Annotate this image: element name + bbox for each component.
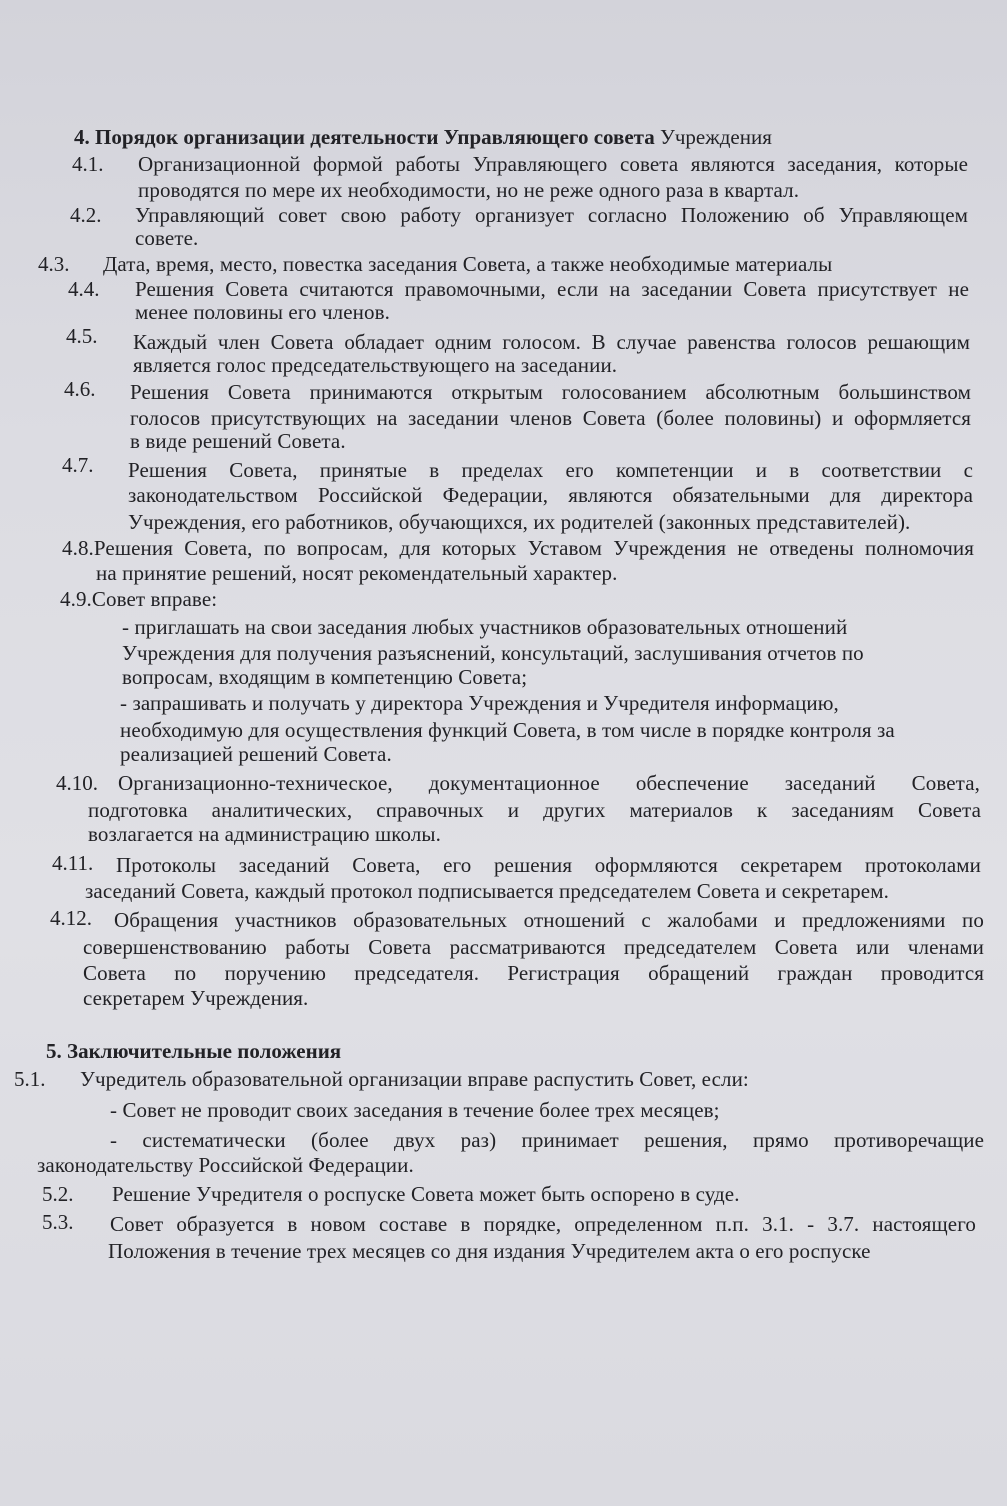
item-4-3-line-1: Дата, время, место, повестка заседания Совета, а также необходимые материалы (103, 252, 833, 276)
item-4-2-line-1: Управляющий совет свою работу организует согласно Положению об Управляющем (135, 203, 968, 227)
item-4-1-line-1: Организационной формой работы Управляющего совета являются заседания, которые (138, 152, 968, 176)
item-5-1-number: 5.1. (14, 1067, 46, 1091)
item-5-2-line-1: Решение Учредителя о роспуске Совета может быть оспорено в суде. (112, 1182, 740, 1206)
item-4-9-sub-b-line-3: реализацией решений Совета. (120, 742, 392, 766)
item-4-9-sub-a-line-3: вопросам, входящим в компетенцию Совета; (122, 665, 528, 689)
item-4-2-line-2: совете. (135, 226, 199, 250)
item-4-11-line-1: Протоколы заседаний Совета, его решения оформляются секретарем протоколами (116, 853, 981, 877)
item-4-9-sub-a-line-1: - приглашать на свои заседания любых участников образовательных отношений (122, 615, 848, 639)
item-4-9-sub-a-line-2: Учреждения для получения разъяснений, консультаций, заслушивания отчетов по (122, 641, 864, 665)
item-4-6-number: 4.6. (64, 377, 96, 401)
item-4-12-line-3: Совета по поручению председателя. Регистрация обращений граждан проводится (83, 961, 984, 985)
item-4-11-line-2: заседаний Совета, каждый протокол подписывается председателем Совета и секретарем. (85, 879, 889, 903)
item-4-4-line-1: Решения Совета считаются правомочными, если на заседании Совета присутствует не (135, 277, 969, 301)
item-4-1-number: 4.1. (72, 152, 104, 176)
item-4-7-line-2: законодательством Российской Федерации, являются обязательными для директора (128, 483, 973, 507)
item-5-3-line-1: Совет образуется в новом составе в порядке, определенном п.п. 3.1. - 3.7. настоящего (110, 1212, 976, 1236)
item-4-3-number: 4.3. (38, 252, 70, 276)
item-5-2-number: 5.2. (42, 1182, 74, 1206)
item-5-1-line-1: Учредитель образовательной организации вправе распустить Совет, если: (80, 1067, 749, 1091)
item-4-1-line-2: проводятся по мере их необходимости, но не реже одного раза в квартал. (138, 178, 800, 202)
item-4-4-number: 4.4. (68, 277, 100, 301)
item-4-12-line-1: Обращения участников образовательных отношений с жалобами и предложениями по (114, 908, 984, 932)
item-4-9-sub-b-line-2: необходимую для осуществления функций Совета, в том числе в порядке контроля за (120, 718, 895, 742)
item-4-8-line-2: на принятие решений, носят рекомендательный характер. (96, 561, 618, 585)
section-5-heading (46, 1038, 341, 1064)
item-4-12-line-2: совершенствованию работы Совета рассматриваются председателем Совета или членами (83, 935, 984, 959)
item-4-7-line-1: Решения Совета, принятые в пределах его компетенции и в соответствии с (128, 458, 973, 482)
item-5-1-sub-b-line-1: - систематически (более двух раз) принимает решения, прямо противоречащие (110, 1128, 984, 1152)
section-5-heading-bold: 5. Заключительные положения (46, 1039, 342, 1063)
item-5-1-sub-a-line-1: - Совет не проводит своих заседания в течение более трех месяцев; (110, 1098, 720, 1122)
item-4-5-line-1: Каждый член Совета обладает одним голосом. В случае равенства голосов решающим (133, 330, 970, 354)
item-4-9-sub-b-line-1: - запрашивать и получать у директора Учреждения и Учредителя информацию, (120, 691, 839, 715)
item-4-7-number: 4.7. (62, 453, 94, 477)
item-5-3-line-2: Положения в течение трех месяцев со дня издания Учредителем акта о его роспуске (108, 1239, 871, 1263)
item-4-7-line-3: Учреждения, его работников, обучающихся, их родителей (законных представителей). (128, 510, 911, 534)
item-4-10-line-1: Организационно-техническое, документационное обеспечение заседаний Совета, (118, 771, 980, 795)
item-4-5-line-2: является голос председательствующего на заседании. (133, 353, 618, 377)
item-4-10-line-3: возлагается на администрацию школы. (88, 822, 441, 846)
section-4-heading-rest: Учреждения (654, 125, 772, 149)
item-5-1-sub-b-line-2: законодательству Российской Федерации. (37, 1153, 414, 1177)
item-4-9-line-1: 4.9.Совет вправе: (60, 587, 218, 611)
item-4-6-line-2: голосов присутствующих на заседании членов Совета (более половины) и оформляется (130, 406, 971, 430)
item-4-8-line-1: 4.8.Решения Совета, по вопросам, для которых Уставом Учреждения не отведены полномочия (62, 536, 974, 560)
item-4-5-number: 4.5. (66, 324, 98, 348)
item-4-2-number: 4.2. (70, 203, 102, 227)
item-4-11-number: 4.11. (52, 851, 94, 875)
item-4-6-line-1: Решения Совета принимаются открытым голосованием абсолютным большинством (130, 380, 971, 404)
item-4-4-line-2: менее половины его членов. (135, 300, 390, 324)
item-5-3-number: 5.3. (42, 1210, 74, 1234)
item-4-12-line-4: секретарем Учреждения. (83, 986, 309, 1010)
section-4-heading (74, 124, 772, 150)
item-4-10-line-2: подготовка аналитических, справочных и других материалов к заседаниям Совета (88, 798, 981, 822)
section-4-heading-bold: 4. Порядок организации деятельности Управляющего совета (74, 125, 655, 149)
item-4-12-number: 4.12. (50, 906, 92, 930)
item-4-6-line-3: в виде решений Совета. (130, 429, 346, 453)
item-4-10-number: 4.10. (56, 771, 98, 795)
